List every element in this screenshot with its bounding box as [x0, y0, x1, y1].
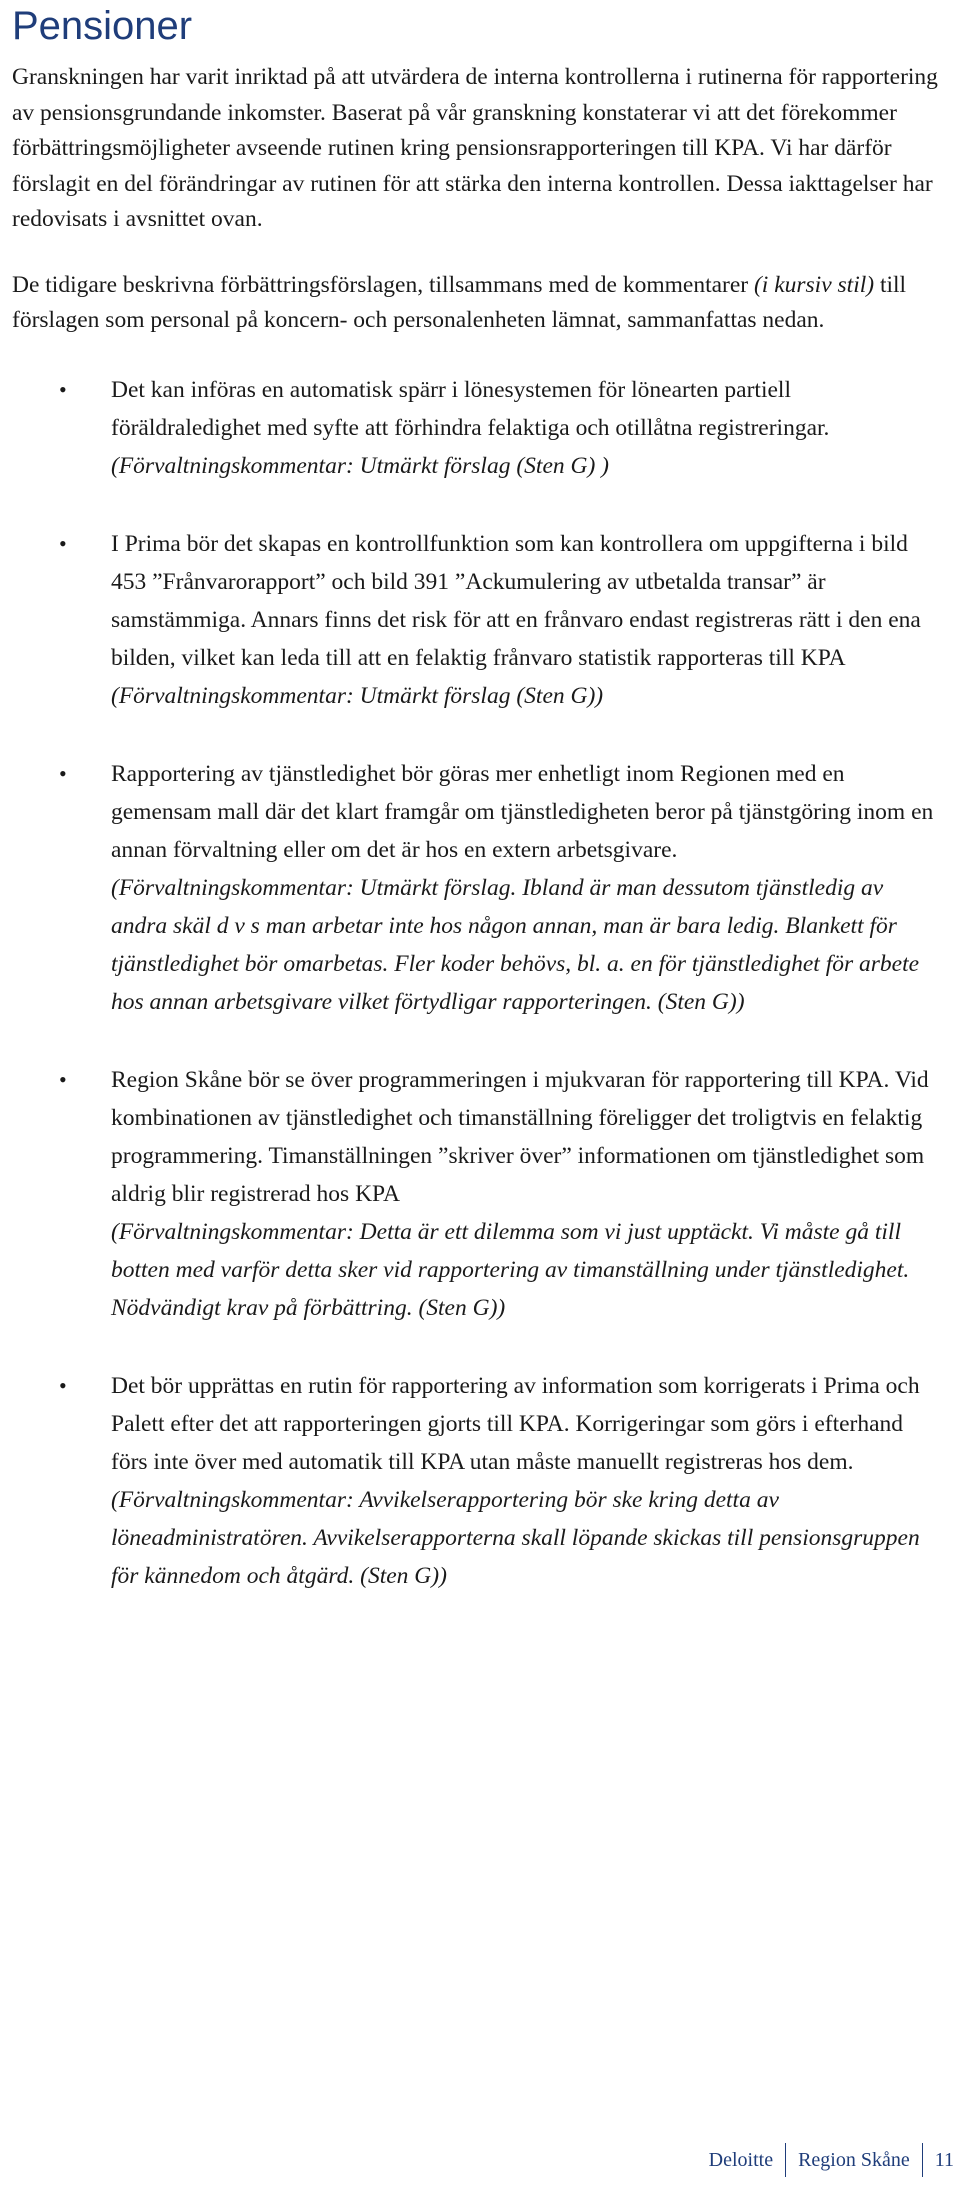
intro-text-italic: (i kursiv stil) [753, 271, 875, 298]
bullet-icon: • [59, 760, 67, 786]
page-footer [709, 2142, 954, 2178]
bullet-icon: • [59, 530, 67, 556]
intro-text-after: till förslagen som personal på koncern- och personalenheten lämnat, sammanfattas nedan. [12, 271, 907, 333]
recommendation-text: Rapportering av tjänstledighet bör göras mer enhetligt inom Regionen med en gemensam mall där det klart framgår om tjänstledigheten beror på tjänstgöring inom en annan förvaltning eller om det är hos en extern arbetsgivare. [111, 760, 934, 863]
page-number: 11 [934, 2148, 954, 2171]
footer-divider [922, 2143, 923, 2177]
list-item [12, 1367, 942, 1595]
document-page [12, 0, 942, 1635]
recommendation-list [12, 371, 942, 1595]
bullet-icon: • [59, 1066, 67, 1092]
recommendation-text: I Prima bör det skapas en kontrollfunktion som kan kontrollera om uppgifterna i bild 453 ”Frånvarorapport” och bild 391 ”Ackumulering av utbetalda transar” är samstämmiga. Annars finns det risk för att en frånvaro endast registreras rätt i den ena bilden, vilket kan leda till att en felaktig frånvaro statistik rapporteras till KPA [111, 530, 921, 671]
list-item [12, 755, 942, 1021]
management-comment: (Förvaltningskommentar: Utmärkt förslag. Ibland är man dessutom tjänstledig av andra skäl d v s man arbetar inte hos någon annan, man är bara ledig. Blankett för tjänstledighet bör omarbetas. Fler koder behövs, bl. a. en för tjänstledighet för arbete hos annan arbetsgivare vilket förtydligar rapporteringen. (Sten G)) [111, 874, 920, 1015]
recommendation-text: Region Skåne bör se över programmeringen i mjukvaran för rapportering till KPA. Vid kombinationen av tjänstledighet och timanställning föreligger det troligtvis en felaktig programmering. Timanställningen ”skriver över” informationen om tjänstledighet som aldrig blir registrerad hos KPA [111, 1066, 929, 1207]
recommendation-text: Det bör upprättas en rutin för rapportering av information som korrigerats i Prima och Palett efter det att rapporteringen gjorts till KPA. Korrigeringar som görs i efterhand förs inte över med automatik till KPA utan måste manuellt registreras hos dem. [111, 1372, 920, 1475]
list-item [12, 525, 942, 715]
footer-brand: Deloitte [708, 2148, 774, 2171]
summary-paragraph: Granskningen har varit inriktad på att utvärdera de interna kontrollerna i rutinerna för rapportering av pensionsgrundande inkomster. Baserat på vår granskning konstaterar vi att det förekommer förbättringsmöjligheter avseende rutinen kring pensionsrapporteringen till KPA. Vi har därför förslagit en del förändringar av rutinen för att stärka den interna kontrollen. Dessa iakttagelser har redovisats i avsnittet ovan. [12, 64, 938, 232]
intro-paragraph [12, 268, 942, 339]
list-item [12, 371, 942, 485]
intro-text-before: De tidigare beskrivna förbättringsförslagen, tillsammans med de kommentarer [12, 271, 754, 298]
list-item [12, 1061, 942, 1327]
management-comment: (Förvaltningskommentar: Utmärkt förslag (Sten G) ) [111, 452, 609, 479]
page-title: Pensioner [12, 4, 193, 48]
footer-client: Region Skåne [798, 2148, 910, 2171]
management-comment: (Förvaltningskommentar: Avvikelserapportering bör ske kring detta av löneadministratören. Avvikelserapporterna skall löpande skickas till pensionsgruppen för kännedom och åtgärd. (Sten G)) [111, 1486, 920, 1589]
bullet-icon: • [59, 1372, 67, 1398]
footer-divider [785, 2143, 786, 2177]
bullet-icon: • [59, 376, 67, 402]
management-comment: (Förvaltningskommentar: Utmärkt förslag (Sten G)) [111, 682, 604, 709]
management-comment: (Förvaltningskommentar: Detta är ett dilemma som vi just upptäckt. Vi måste gå till botten med varför detta sker vid rapportering av timanställning under tjänstledighet. Nödvändigt krav på förbättring. (Sten G)) [111, 1218, 910, 1321]
recommendation-text: Det kan införas en automatisk spärr i lönesystemen för lönearten partiell föräldraledighet med syfte att förhindra felaktiga och otillåtna registreringar. [111, 376, 830, 441]
